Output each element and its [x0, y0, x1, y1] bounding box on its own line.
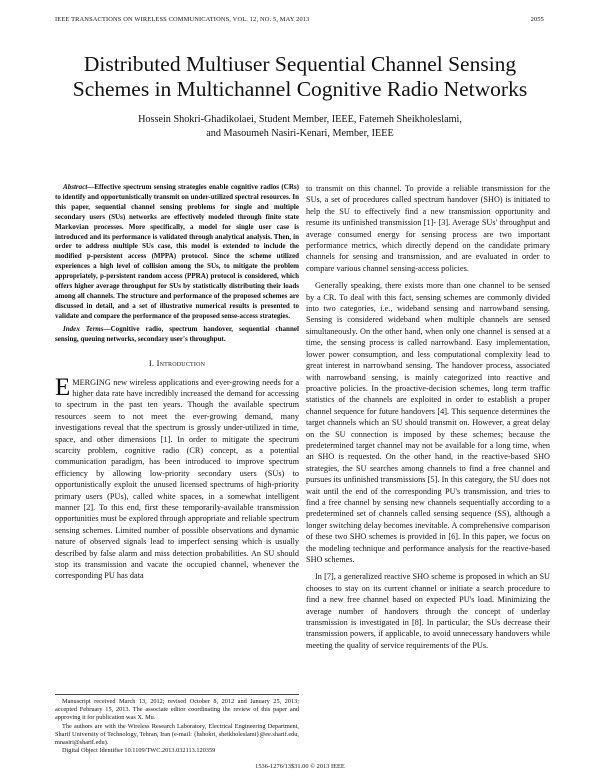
abstract	[55, 183, 299, 322]
footnote-doi: Digital Object Identifier 10.1109/TWC.2013.032113.120359	[62, 747, 216, 755]
journal-header: IEEE TRANSACTIONS ON WIRELESS COMMUNICATIONS, VOL. 12, NO. 5, MAY 2013	[55, 16, 310, 23]
authors-line-1: Hossein Shokri-Ghadikolaei, Student Member, IEEE, Fatemeh Sheikholeslami,	[138, 114, 462, 125]
title-line-1: Distributed Multiuser Sequential Channel Sensing	[83, 52, 517, 76]
right-column	[306, 183, 550, 651]
index-terms-lead: Index Terms	[63, 324, 104, 333]
intro-paragraph-3: In [7], a generalized reactive SHO scheme is proposed in which an SU chooses to stay on its current channel or initiate a search procedure to find a new free channel based on expected PU's load. Minimizing the average number of handovers through the concept of underlay transmission is investigated in [8]. In particular, the SUs decrease their transmission powers, if applicable, to avoid unnecessary handovers while meeting the quality of service requirements of the PUs.	[306, 572, 550, 650]
footnote-manuscript: Manuscript received March 13, 2012; revised October 8, 2012 and January 25, 2013; accepted February 15, 2013. The associate editor coordinating the review of this paper and approving it for publication was X. Mu.	[55, 698, 299, 722]
author-list	[60, 113, 540, 140]
left-column	[55, 183, 299, 582]
intro-paragraph-1	[55, 373, 299, 582]
intro-paragraph-1-continued: to transmit on this channel. To provide a reliable transmission for the SUs, a set of procedures called spectrum handover (SHO) is initiated to help the SU to effectively find a new transmission opportunity and resume its unfinished transmission [1]- [3]. Average SUs' throughput and average consumed energy for sensing process are two important performance metrics, which directly depend on the candidate primary channels for sensing and transmission, and are evaluated in order to compare various channel sensing-access policies.	[306, 184, 550, 273]
intro-paragraph-1-text: MERGING new wireless applications and ever-growing needs for a higher data rate have incredibly increased the demand for accessing to spectrum in the past ten years. Though the available spectrum resources seem to not meet the ever-growing demand, many investigations reveal that the spectrum is grossly under-utilized in time, space, and other dimensions [1]. In order to mitigate the spectrum scarcity problem, cognitive radio (CR) concept, as a potential communication paradigm, has been introduced to improve spectrum efficiency by allowing low-priority secondary users (SUs) to opportunistically exploit the unused licensed spectrums of high-priority primary users (PUs), called white spaces, in a somewhat intelligent manner [2]. To this end, first these temporarily-available transmission opportunities must be explored through appropriate and reliable spectrum sensing schemes. Limited number of possible observations and dynamic nature of observed signals lead to imperfect sensing which is usually described by false alarm and miss detection probabilities. An SU should stop its transmission and vacate the occupied channel, whenever the corresponding PU has data	[55, 377, 299, 581]
running-head	[55, 16, 544, 26]
intro-paragraph-2: Generally speaking, there exists more than one channel to be sensed by a CR. To deal with this fact, sensing schemes are commonly divided into two categories, i.e., wideband sensing and narrowband sensing. Sensing is considered wideband when multiple channels are sensed simultaneously. On the other hand, when only one channel is sensed at a time, the sensing process is called narrowband. Easy implementation, lower power consumption, and less computational complexity lead to great interest in narrowband sensing. The handover process, associated with narrowband sensing, is mainly categorized into reactive and proactive policies. In the proactive-decision schemes, long term traffic statistics of the channels are exploited in order to establish a proper channel sequence for future handovers [4]. This sequence determines the target channels which an SU should transmit on. However, a great delay on the SU connection is imposed by these schemes; because the predetermined target channel may not be available for a long time, when an SHO is requested. On the other hand, in the reactive-based SHO strategies, the SU searches among channels to find a free channel and pursues its unfinished transmissions [5]. In this category, the SU does not wait until the end of the corresponding PU's transmission, and tries to find a free channel by sensing new channels sequentially according to a predetermined set of channels called sensing sequence (SS), although a longer switching delay becomes inevitable. A comprehensive comparison of these two SHO schemes is provided in [6]. In this paper, we focus on the modeling technique and performance analysis for the reactive-based SHO schemes.	[306, 281, 550, 564]
title-line-2: Schemes in Multichannel Cognitive Radio Networks	[72, 77, 528, 101]
copyright-footer: 1536-1276/13$31.00 © 2013 IEEE	[255, 763, 345, 770]
section-number: I.	[148, 357, 157, 368]
abstract-lead: Abstract	[63, 183, 88, 191]
footnotes	[55, 694, 299, 755]
section-heading-introduction	[55, 358, 299, 368]
dropcap: E	[55, 373, 71, 401]
section-title: Introduction	[156, 357, 206, 368]
authors-line-2: and Masoumeh Nasiri-Kenari, Member, IEEE	[206, 127, 394, 139]
footnote-affiliation: The authors are with the Wireless Research Laboratory, Electrical Engineering Department, Sharif University of Technology, Tehran, Iran (e-mail: {hshokri, sheikholeslami}@ee.sharif.edu, mnasiri@sharif.edu).	[55, 722, 299, 747]
page-number: 2055	[530, 16, 544, 23]
abstract-text: —Effective spectrum sensing strategies enable cognitive radios (CRs) to identify and opportunistically transmit on under-utilized spectral resources. In this paper, sequential channel sensing problems for single and multiple secondary users (SUs) networks are effectively modeled through finite state Markovian processes. More specifically, a model for single user case is introduced and its performance is validated through analytical analysis. Then, in order to address multiple SUs case, this model is extended to include the modified p-persistent access (MPPA) protocol. Since the scheme utilized experiences a high level of collision among the SUs, to mitigate the problem appropriately, p-persistent random access (PPRA) protocol is considered, which offers higher average throughput for SUs by statistically distributing their loads among all channels. The structure and performance of the proposed schemes are discussed in detail, and a set of illustrative numerical results is presented to validate and compare the performance of the proposed sense-access strategies.	[55, 183, 299, 320]
index-terms-text: —Cognitive radio, spectrum handover, sequential channel sensing, queuing networks, secondary user's throughput.	[55, 324, 299, 343]
paper-title	[40, 52, 560, 102]
index-terms	[55, 325, 299, 345]
